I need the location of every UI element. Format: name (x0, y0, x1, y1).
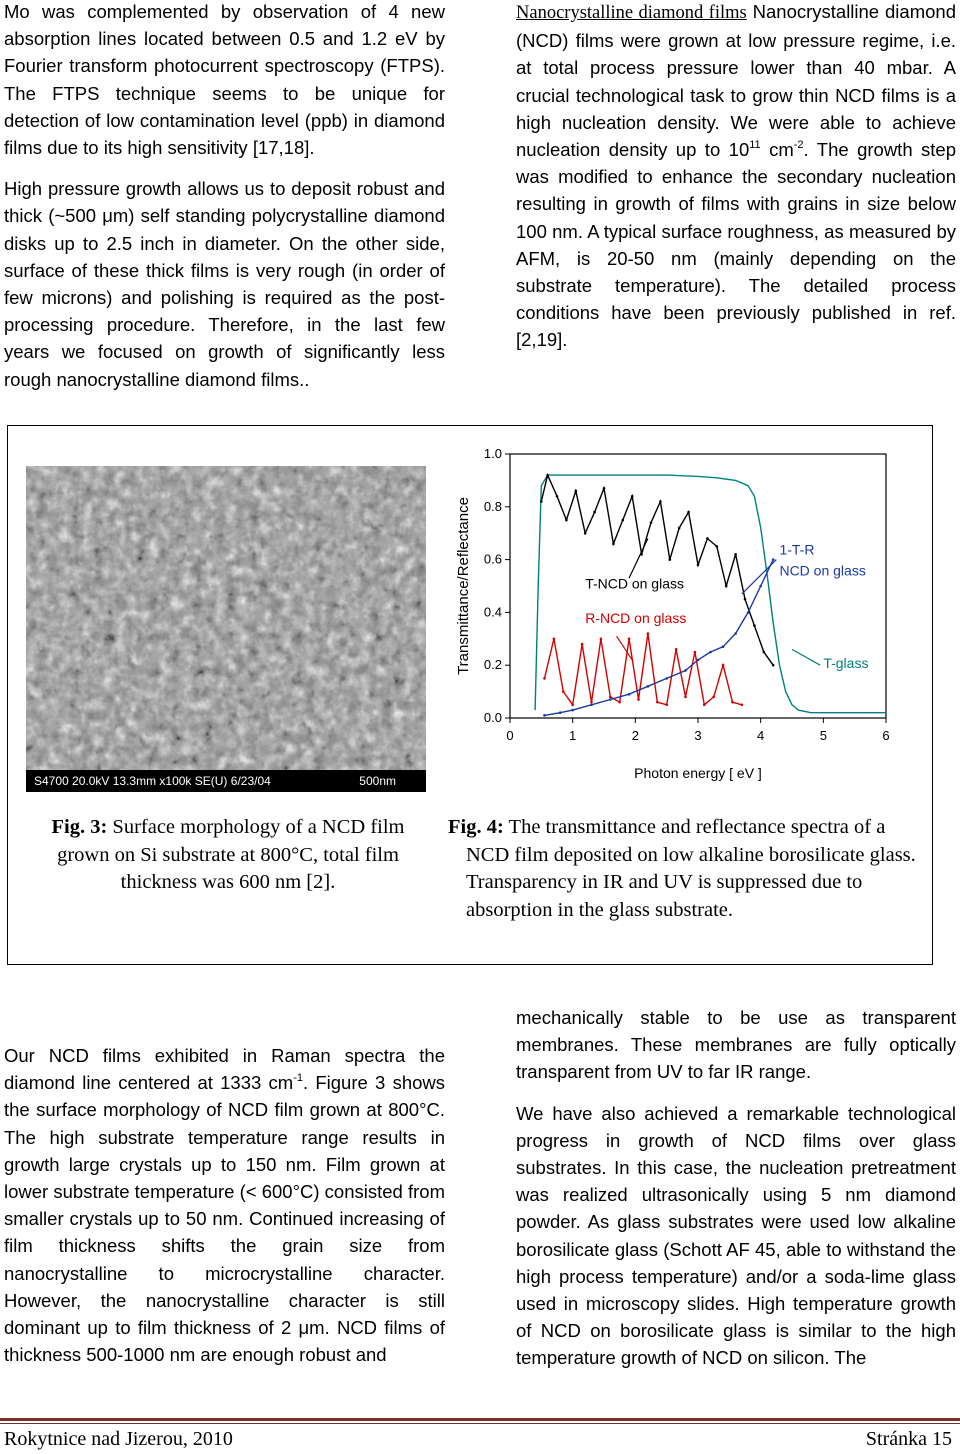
series-point (590, 701, 593, 704)
top-right-column (516, 0, 956, 368)
fig3-caption (38, 814, 418, 897)
series-line-1 (541, 475, 773, 665)
annotation: 1-T-R (779, 541, 815, 558)
series-point (612, 542, 615, 545)
y-tick-label: 0.4 (483, 604, 502, 620)
fig4-label: Fig. 4: (448, 816, 504, 838)
x-tick-label: 4 (757, 728, 765, 743)
sem-info-bar (26, 770, 426, 792)
fig4-caption-text: The transmittance and reflectance spectra of a NCD film deposited on low alkaline borosilicate glass. Transparency in IR and UV is suppressed due to absorption in the glass substrate. (466, 816, 916, 921)
footer-rule-thin (0, 1423, 960, 1424)
series-point (590, 704, 593, 707)
series-point (722, 664, 725, 667)
series-point (706, 537, 709, 540)
raman-text-b: . Figure 3 shows the surface morphology of NCD film grown at 800°C. The high substrate temperature range results in growth large crystals up to 150 nm. Film grown at lower substrate temperature (< 600°C) consisted from smaller crystals up to 50 nm. Continued increasing of film thickness shifts the grain size from nanocrystalline to microcrystalline character. However, the nanocrystalline character is still dominant up to film thickness of 2 μm. NCD films of thickness 500-1000 nm are enough robust and (4, 1072, 446, 1366)
series-point (631, 495, 634, 498)
series-point (744, 598, 747, 601)
series-point (669, 558, 672, 561)
page-footer (0, 1418, 960, 1454)
series-point (665, 704, 668, 707)
series-line-2 (545, 634, 742, 705)
y-tick-label: 0.0 (483, 710, 502, 725)
paragraph-ncd (516, 0, 956, 354)
series-point (650, 521, 653, 524)
section-heading: Nanocrystalline diamond films (516, 3, 747, 23)
series-point (571, 704, 574, 707)
series-point (722, 645, 725, 648)
annotation: T-glass (823, 654, 869, 671)
series-point (684, 696, 687, 699)
x-axis-label: Photon energy [ eV ] (634, 765, 762, 781)
fig3-label: Fig. 3: (51, 816, 108, 838)
annotation: T-NCD on glass (585, 575, 685, 592)
series-point (553, 638, 556, 641)
series-point (562, 690, 565, 693)
y-axis-label: Transmittance/Reflectance (455, 497, 472, 675)
ncd-text-c: . The growth step was modified to enhance the secondary nucleation resulting in growth of films with grains in size below 100 nm. A typical surface roughness, as measured by AFM, is 20-50 nm (mainly depending on the substrate temperature). The detailed process conditions have been previously published in ref. [2,19]. (516, 139, 956, 351)
sem-scale-label: 500nm (359, 774, 396, 788)
series-point (609, 698, 612, 701)
ncd-sup-2: -2 (793, 138, 804, 151)
ncd-text-a: Nanocrystalline diamond (NCD) films were grown at low pressure regime, i.e. at total process pressure lower than 40 mbar. A crucial technological task to grow thin NCD films is a high nucleation density. We were able to achieve nucleation density up to 10 (516, 1, 956, 161)
series-point (753, 624, 756, 627)
series-point (665, 677, 668, 680)
series-point (709, 651, 712, 654)
series-point (600, 638, 603, 641)
series-point (575, 490, 578, 493)
x-tick-label: 2 (631, 728, 639, 743)
sem-image (26, 466, 426, 792)
series-point (697, 659, 700, 662)
series-point (603, 487, 606, 490)
series-point (559, 711, 562, 714)
paragraph-glass: We have also achieved a remarkable technological progress in growth of NCD films over glass substrates. In this case, the nucleation pretreatment was realized ultrasonically using 5 nm diamond powder. As glass substrates were used low alkaline borosilicate glass (Schott AF 45, able to withstand the high process temperature) and/or a soda-lime glass used in microscopy slides. High temperature growth of NCD on borosilicate glass is similar to the high temperature growth of NCD on silicon. The (516, 1102, 956, 1369)
annotation-arrow (792, 649, 820, 665)
series-point (759, 585, 762, 588)
annotation: R-NCD on glass (585, 609, 687, 626)
series-point (637, 698, 640, 701)
series-point (684, 669, 687, 672)
series-point (571, 709, 574, 712)
paragraph-membranes: mechanically stable to be use as transparent membranes. These membranes are fully optically transparent from UV to far IR range. (516, 1007, 956, 1083)
y-tick-label: 0.2 (483, 657, 502, 673)
series-point (584, 532, 587, 535)
paragraph-high-pressure: High pressure growth allows us to deposit robust and thick (~500 μm) self standing polycrystalline diamond disks up to 2.5 inch in diameter. On the other side, surface of these thick films is very rough (in order of few microns) and polishing is required as the post-processing procedure. Therefore, in the last few years we focused on growth of significantly less rough nanocrystalline diamond films.. (4, 178, 445, 390)
series-point (609, 696, 612, 699)
fig3-caption-text: Surface morphology of a NCD film grown on Si substrate at 800°C, total film thickness was 600 nm [2]. (57, 816, 405, 893)
annotation-arrow (629, 538, 648, 578)
series-point (628, 693, 631, 696)
series-point (647, 685, 650, 688)
series-point (565, 519, 568, 522)
sem-texture (26, 466, 426, 770)
top-left-column (4, 0, 445, 407)
fig4-caption (448, 814, 918, 924)
series-point (734, 632, 737, 635)
footer-rule (0, 1418, 960, 1421)
series-point (703, 704, 706, 707)
paragraph-raman (4, 1042, 445, 1368)
x-tick-label: 6 (882, 728, 890, 743)
series-point (556, 495, 559, 498)
raman-text-a: Our NCD films exhibited in Raman spectra the diamond line centered at 1333 cm (4, 1045, 445, 1094)
series-point (618, 701, 621, 704)
series-point (628, 638, 631, 641)
paragraph-ftps: Mo was complemented by observation of 4 new absorption lines located between 0.5 and 1.2 eV by Fourier transform photocurrent spectroscopy (FTPS). The FTPS technique seems to be unique for detection of low contamination level (ppb) in diamond films due to its high sensitivity [17,18]. (4, 1, 445, 159)
series-point (656, 701, 659, 704)
series-point (725, 585, 728, 588)
x-tick-label: 3 (694, 728, 702, 743)
series-point (675, 648, 678, 651)
spectra-chart (450, 440, 920, 790)
series-point (593, 511, 596, 514)
series-point (687, 511, 690, 514)
series-point (741, 704, 744, 707)
series-point (543, 677, 546, 680)
series-point (734, 553, 737, 556)
x-tick-label: 1 (569, 728, 577, 743)
series-point (772, 664, 775, 667)
series-point (540, 500, 543, 503)
x-tick-label: 0 (506, 728, 514, 743)
series-point (659, 500, 662, 503)
y-tick-label: 0.6 (483, 551, 502, 567)
plot-frame (510, 454, 886, 718)
series-point (622, 519, 625, 522)
series-point (647, 632, 650, 635)
series-point (678, 527, 681, 530)
y-tick-label: 0.8 (483, 498, 502, 514)
y-tick-label: 1.0 (483, 446, 502, 461)
series-point (731, 701, 734, 704)
series-point (697, 564, 700, 567)
sem-info: S4700 20.0kV 13.3mm x100k SE(U) 6/23/04 (34, 774, 271, 788)
series-point (543, 714, 546, 717)
bottom-left-column (4, 1042, 445, 1382)
series-point (747, 611, 750, 614)
annotation: NCD on glass (779, 562, 866, 579)
series-point (716, 545, 719, 548)
footer-page-number: Stránka 15 (865, 1428, 952, 1450)
footer-location: Rokytnice nad Jizerou, 2010 (4, 1428, 233, 1450)
series-point (772, 558, 775, 561)
series-point (694, 651, 697, 654)
series-point (546, 474, 549, 477)
series-point (712, 696, 715, 699)
bottom-right-column (516, 1004, 956, 1386)
raman-sup: -1 (293, 1072, 303, 1085)
ncd-text-b: cm (760, 139, 794, 161)
series-point (763, 651, 766, 654)
ncd-sup-1: 11 (749, 138, 761, 151)
x-tick-label: 5 (819, 728, 827, 743)
series-point (581, 643, 584, 646)
